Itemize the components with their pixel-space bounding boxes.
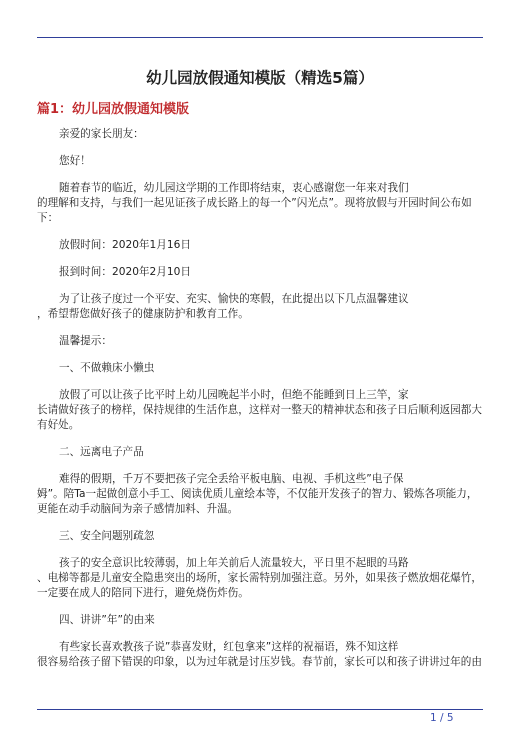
footer-rule [37, 709, 483, 710]
page-number: 1 / 5 [430, 712, 454, 724]
section-heading: 篇1：幼儿园放假通知模版 [37, 102, 190, 117]
paragraph-line: 更能在动手动脑间为亲子感情加料、升温。 [37, 503, 239, 515]
paragraph-line: 有好处。 [37, 419, 80, 431]
paragraph-line: 放假了可以让孩子比平时上幼儿园晚起半小时，但绝不能睡到日上三竿，家 [59, 389, 409, 401]
tip-heading: 四、讲讲”年”的由来 [59, 614, 155, 626]
header-rule [37, 37, 483, 38]
tip-heading: 二、远离电子产品 [59, 446, 144, 458]
document-title: 幼儿园放假通知模版（精选5篇） [146, 69, 374, 87]
paragraph-line: 长请做好孩子的榜样，保持规律的生活作息，这样对一整天的精神状态和孩子日后顺利返园都大 [37, 404, 482, 416]
paragraph-line: 为了让孩子度过一个平安、充实、愉快的寒假，在此提出以下几点温馨建议 [59, 293, 409, 305]
paragraph-line: 随着春节的临近，幼儿园这学期的工作即将结束，衷心感谢您一年来对我们 [59, 182, 409, 194]
paragraph-line: 、电梯等都是儿童安全隐患突出的场所，家长需特别加强注意。另外，如果孩子燃放烟花爆竹， [37, 572, 482, 584]
paragraph-line: 下： [37, 212, 59, 224]
report-date: 报到时间：2020年2月10日 [59, 266, 191, 278]
paragraph-line: 的理解和支持，与我们一起见证孩子成长路上的每一个”闪光点”。现将放假与开园时间公布如 [37, 197, 472, 209]
paragraph-line: 孩子的安全意识比较薄弱，加上年关前后人流量较大，平日里不起眼的马路 [59, 557, 409, 569]
paragraph-line: 有些家长喜欢教孩子说”恭喜发财，红包拿来”这样的祝福语，殊不知这样 [59, 641, 399, 653]
holiday-start: 放假时间：2020年1月16日 [59, 239, 191, 251]
paragraph-line: ，希望帮您做好孩子的健康防护和教育工作。 [37, 308, 249, 320]
tip-heading: 一、不做赖床小懒虫 [59, 362, 155, 374]
paragraph-line: 姆”。陪Ta一起做创意小手工、阅读优质儿童绘本等，不仅能开发孩子的智力、锻炼各项能力， [37, 488, 478, 500]
greeting: 亲爱的家长朋友： [59, 128, 144, 140]
tips-heading: 温馨提示： [59, 335, 112, 347]
salutation: 您好！ [59, 155, 91, 167]
paragraph-line: 很容易给孩子留下错误的印象，以为过年就是讨压岁钱。春节前，家长可以和孩子讲讲过年的由 [37, 656, 482, 668]
paragraph-line: 难得的假期，千万不要把孩子完全丢给平板电脑、电视、手机这些”电子保 [59, 473, 404, 485]
tip-heading: 三、安全问题别疏忽 [59, 530, 155, 542]
paragraph-line: 一定要在成人的陪同下进行，避免烧伤炸伤。 [37, 587, 249, 599]
